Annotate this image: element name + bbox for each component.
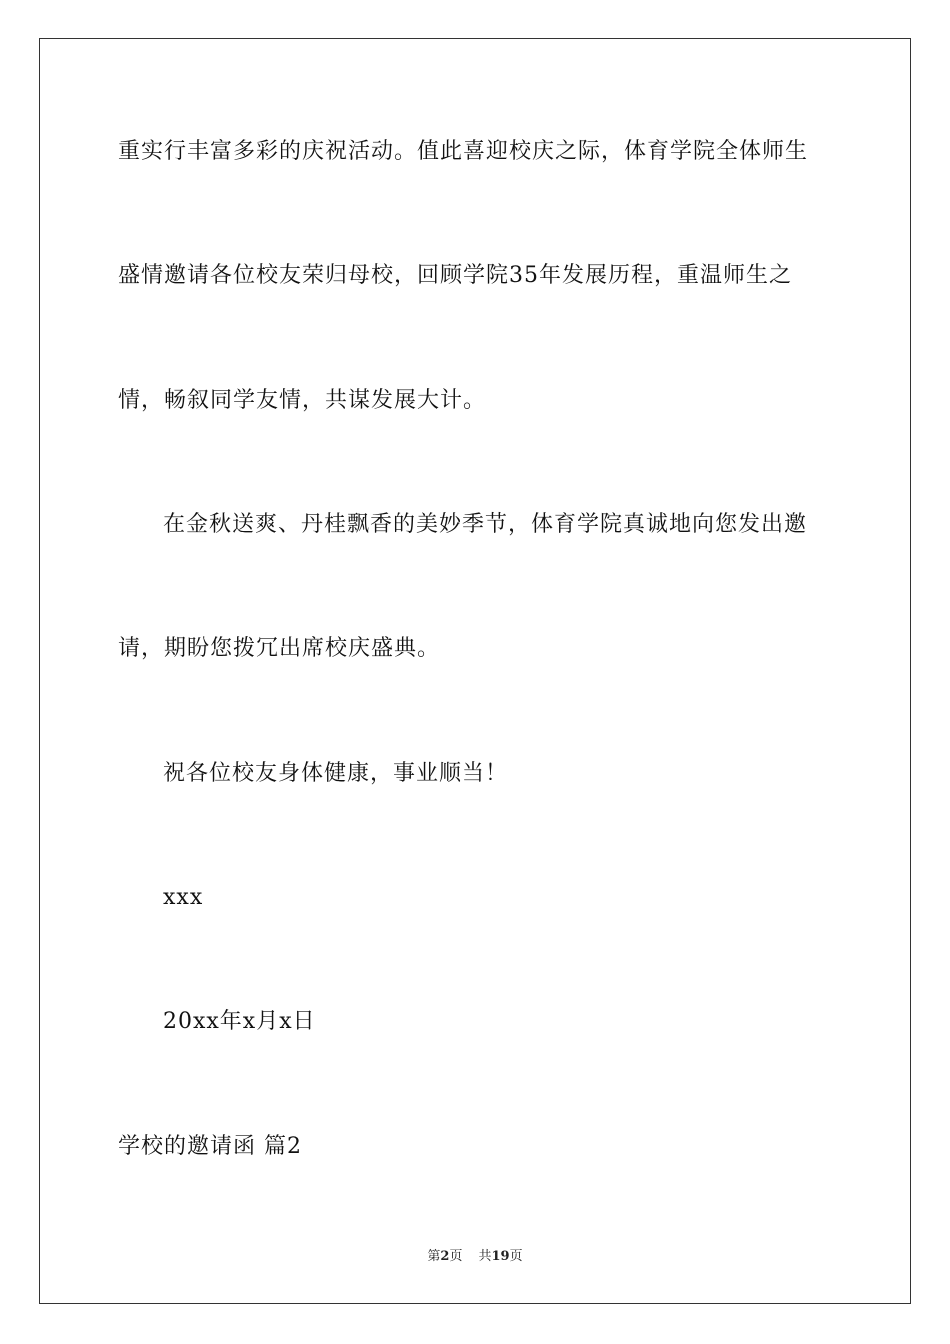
page-total: 19: [491, 1249, 510, 1264]
body-text-line: 请，期盼您拨冗出席校庆盛典。: [118, 636, 441, 661]
page-border: [39, 38, 911, 1304]
signature-line: xxx: [163, 885, 204, 910]
date-line: 20xx年x月x日: [163, 1009, 316, 1034]
page-suffix: 页: [449, 1249, 463, 1264]
greeting-line: 祝各位校友身体健康，事业顺当！: [163, 761, 509, 786]
total-prefix: 共: [478, 1249, 492, 1264]
page-footer: [0, 1248, 950, 1266]
body-text-line: 重实行丰富多彩的庆祝活动。值此喜迎校庆之际，体育学院全体师生: [118, 139, 809, 164]
total-suffix: 页: [509, 1249, 523, 1264]
body-text-line: 情，畅叙同学友情，共谋发展大计。: [118, 388, 487, 413]
paragraph-invitation-line: 在金秋送爽、丹桂飘香的美妙季节，体育学院真诚地向您发出邀: [163, 512, 808, 537]
body-text-line: 盛情邀请各位校友荣归母校，回顾学院35年发展历程，重温师生之: [118, 263, 792, 288]
page-prefix: 第: [427, 1249, 441, 1264]
section-heading: 学校的邀请函 篇2: [118, 1134, 302, 1159]
page-current: 2: [440, 1249, 450, 1264]
